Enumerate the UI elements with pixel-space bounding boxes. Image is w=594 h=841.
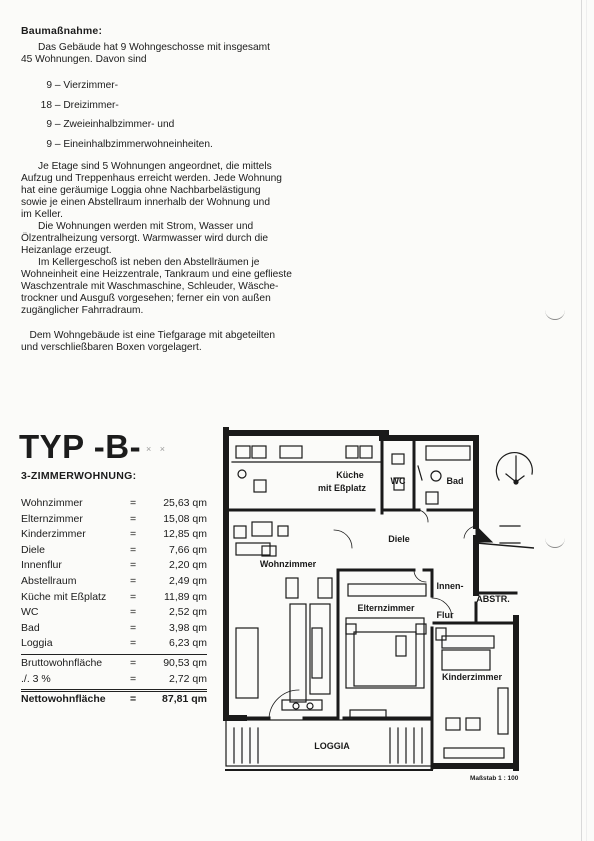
room-area: 2,49 qm xyxy=(169,574,207,587)
plan-label-kitchen-dining: mit Eßplatz xyxy=(317,483,367,493)
paragraph-basement: Im Kellergeschoß ist neben den Abstellräumen je Wohneinheit eine Heizzentrale, Tankraum und eine geflieste Waschzentrale mit Waschmaschine, Schleuder, Wäsche- trockner und Ausguß vorgesehen; ferner ein von außen zugänglicher Fahrradraum. xyxy=(21,257,292,317)
room-name: Loggia xyxy=(21,637,53,650)
deduction-value: 2,72 qm xyxy=(169,672,207,685)
table-row xyxy=(21,543,207,559)
unit-count: 18 xyxy=(40,99,52,111)
equals-sign: = xyxy=(130,693,137,706)
apartment-type-subtitle: 3-ZIMMERWOHNUNG: xyxy=(21,470,137,482)
gross-area-row xyxy=(21,656,207,672)
equals-sign: = xyxy=(130,672,137,685)
equals-sign: = xyxy=(130,621,137,634)
plan-label-bath: Bad xyxy=(446,476,464,486)
gross-area-label: Bruttowohnfläche xyxy=(21,656,103,669)
equals-sign: = xyxy=(130,497,137,509)
table-row xyxy=(21,527,207,543)
room-area: 2,52 qm xyxy=(169,606,207,619)
room-area: 11,89 qm xyxy=(164,590,207,603)
deduction-row xyxy=(21,672,207,688)
paragraph-garage: Dem Wohngebäude ist eine Tiefgarage mit abgeteilten und verschließbaren Boxen vorgelagert. xyxy=(21,330,276,354)
table-row xyxy=(21,636,207,652)
room-area: 12,85 qm xyxy=(163,528,207,541)
equals-sign: = xyxy=(130,574,137,587)
equals-sign: = xyxy=(130,543,137,556)
table-row xyxy=(21,590,207,606)
plan-label-childrens-room: Kinderzimmer xyxy=(441,672,503,682)
north-arrow-icon xyxy=(496,453,532,484)
plan-label-bedroom: Elternzimmer xyxy=(357,603,415,613)
room-name: Innenflur xyxy=(21,559,62,572)
plan-label-wc: WC xyxy=(390,476,406,486)
room-area: 25,63 qm xyxy=(163,497,207,509)
unit-label: Vierzimmer- xyxy=(63,80,119,91)
room-name: Elternzimmer xyxy=(21,512,83,525)
intro-paragraph: Das Gebäude hat 9 Wohngeschosse mit insgesamt 45 Wohnungen. Davon sind xyxy=(21,42,270,66)
unit-list xyxy=(20,80,213,158)
unit-label: Zweieinhalbzimmer- und xyxy=(63,119,175,131)
equals-sign: = xyxy=(130,637,137,650)
floor-plan xyxy=(214,418,534,780)
deduction-label: ./. 3 % xyxy=(21,672,51,685)
equals-sign: = xyxy=(130,590,137,603)
handwritten-marks: × × xyxy=(146,444,169,454)
room-area: 3,98 qm xyxy=(169,621,207,634)
area-table xyxy=(21,496,207,708)
unit-label: Eineinhalbzimmerwohneinheiten. xyxy=(63,138,213,150)
page-edge xyxy=(581,0,582,841)
room-name: Wohnzimmer xyxy=(21,497,83,509)
equals-sign: = xyxy=(130,512,137,525)
room-area: 2,20 qm xyxy=(169,559,207,572)
list-item: 9 – Vierzimmer- xyxy=(20,80,213,100)
plan-label-hallway: Flur xyxy=(436,610,454,620)
page-edge-shadow xyxy=(586,0,587,841)
room-area: 6,23 qm xyxy=(169,637,207,650)
table-row xyxy=(21,621,207,637)
unit-count: 9 xyxy=(46,138,52,150)
equals-sign: = xyxy=(130,606,137,619)
table-row xyxy=(21,558,207,574)
punch-hole-mark xyxy=(545,533,565,548)
equals-sign: = xyxy=(130,656,137,669)
table-row xyxy=(21,574,207,590)
equals-sign: = xyxy=(130,559,137,572)
plan-label-inner-hall: Innen- xyxy=(436,581,464,591)
plan-label-storage: ABSTR. xyxy=(476,594,510,604)
room-name: Diele xyxy=(21,543,45,556)
room-area: 7,66 qm xyxy=(169,543,207,556)
paragraph-floors: Je Etage sind 5 Wohnungen angeordnet, die mittels Aufzug und Treppenhaus erreicht werden. Jede Wohnung hat eine geräumige Loggia ohne Nachbarbelästigung sowie je einen Abstellraum innerhalb der Wohnung und im Keller. xyxy=(21,161,282,221)
bathroom-fixtures xyxy=(392,446,470,504)
room-name: WC xyxy=(21,606,39,619)
living-room-furniture xyxy=(234,522,332,710)
net-area-row xyxy=(21,692,207,708)
section-heading: Baumaßnahme: xyxy=(21,25,103,37)
unit-count: 9 xyxy=(46,119,52,131)
room-name: Bad xyxy=(21,621,40,634)
net-area-value: 87,81 qm xyxy=(162,693,207,706)
room-name: Abstellraum xyxy=(21,574,77,587)
scale-note: Maßstab 1 : 100 xyxy=(470,775,519,782)
divider xyxy=(21,654,207,655)
apartment-type-title: TYP -B- xyxy=(19,428,142,465)
list-item: 9 – Eineinhalbzimmerwohneinheiten. xyxy=(20,139,213,159)
table-row xyxy=(21,496,207,512)
list-item: 9 – Zweieinhalbzimmer- und xyxy=(20,119,213,139)
net-area-label: Nettowohnfläche xyxy=(21,693,106,706)
list-item: 18 – Dreizimmer- xyxy=(20,100,213,120)
table-row xyxy=(21,512,207,528)
gross-area-value: 90,53 qm xyxy=(163,656,207,669)
plan-label-kitchen: Küche xyxy=(336,470,364,480)
punch-hole-mark xyxy=(545,305,565,320)
room-name: Kinderzimmer xyxy=(21,528,86,541)
plan-label-loggia: LOGGIA xyxy=(314,741,350,751)
unit-count: 9 xyxy=(46,80,52,91)
room-area: 15,08 qm xyxy=(163,512,207,525)
table-row xyxy=(21,605,207,621)
plan-label-hall: Diele xyxy=(388,534,410,544)
entrance-arrow xyxy=(476,526,534,548)
plan-label-living-room: Wohnzimmer xyxy=(259,559,317,569)
room-name: Küche mit Eßplatz xyxy=(21,590,107,603)
paragraph-utilities: Die Wohnungen werden mit Strom, Wasser und Ölzentralheizung versorgt. Warmwasser wird durch die Heizanlage erzeugt. xyxy=(21,221,269,257)
unit-label: Dreizimmer- xyxy=(63,99,119,111)
equals-sign: = xyxy=(130,528,137,541)
